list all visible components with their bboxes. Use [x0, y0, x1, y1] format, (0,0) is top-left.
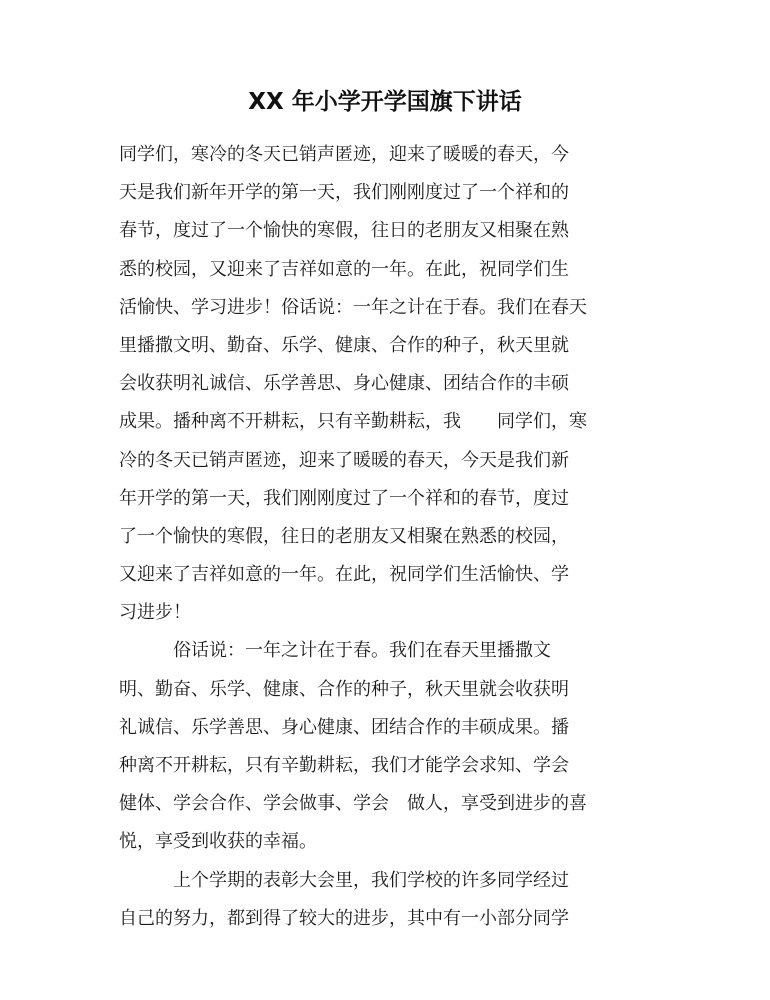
document-body	[119, 136, 659, 938]
body-line: 上个学期的表彰大会里，我们学校的许多同学经过	[119, 869, 569, 891]
body-line: 种离不开耕耘，只有辛勤耕耘，我们才能学会求知、学会	[119, 755, 569, 776]
document-title: XX 年小学开学国旗下讲话	[248, 89, 522, 115]
body-line: 俗话说：一年之计在于春。我们在春天里播撒文	[119, 640, 551, 662]
body-line: 习进步！	[119, 602, 191, 624]
body-line: 明、勤奋、乐学、健康、合作的种子，秋天里就会收获明	[119, 678, 569, 700]
body-line: 同学们，寒冷的冬天已销声匿迹，迎来了暖暖的春天，今	[119, 144, 569, 165]
body-line: 礼诚信、乐学善思、身心健康、团结合作的丰硕成果。播	[119, 716, 569, 738]
body-line: 天是我们新年开学的第一天，我们刚刚度过了一个祥和的	[119, 182, 569, 204]
body-line: 悉的校园，又迎来了吉祥如意的一年。在此，祝同学们生	[119, 258, 569, 280]
body-line: 里播撒文明、勤奋、乐学、健康、合作的种子，秋天里就	[119, 334, 569, 356]
body-line: 又迎来了吉祥如意的一年。在此，祝同学们生活愉快、学	[119, 564, 569, 586]
body-line: 自己的努力，都到得了较大的进步，其中有一小部分同学	[119, 907, 569, 929]
body-line: 悦，享受到收获的幸福。	[119, 831, 317, 853]
body-line: 会收获明礼诚信、乐学善思、身心健康、团结合作的丰硕	[119, 373, 569, 395]
body-line: 了一个愉快的寒假，往日的老朋友又相聚在熟悉的校园，	[119, 525, 569, 547]
body-line: 健体、学会合作、学会做事、学会 做人，享受到进步的喜	[119, 793, 587, 815]
body-line: 冷的冬天已销声匿迹，迎来了暖暖的春天，今天是我们新	[119, 449, 569, 471]
body-line: 成果。播种离不开耕耘，只有辛勤耕耘，我 同学们，寒	[119, 411, 587, 433]
body-line: 年开学的第一天，我们刚刚度过了一个祥和的春节，度过	[119, 487, 569, 509]
body-line: 春节，度过了一个愉快的寒假，往日的老朋友又相聚在熟	[119, 220, 569, 242]
body-line: 活愉快、学习进步！俗话说：一年之计在于春。我们在春天	[119, 296, 587, 318]
